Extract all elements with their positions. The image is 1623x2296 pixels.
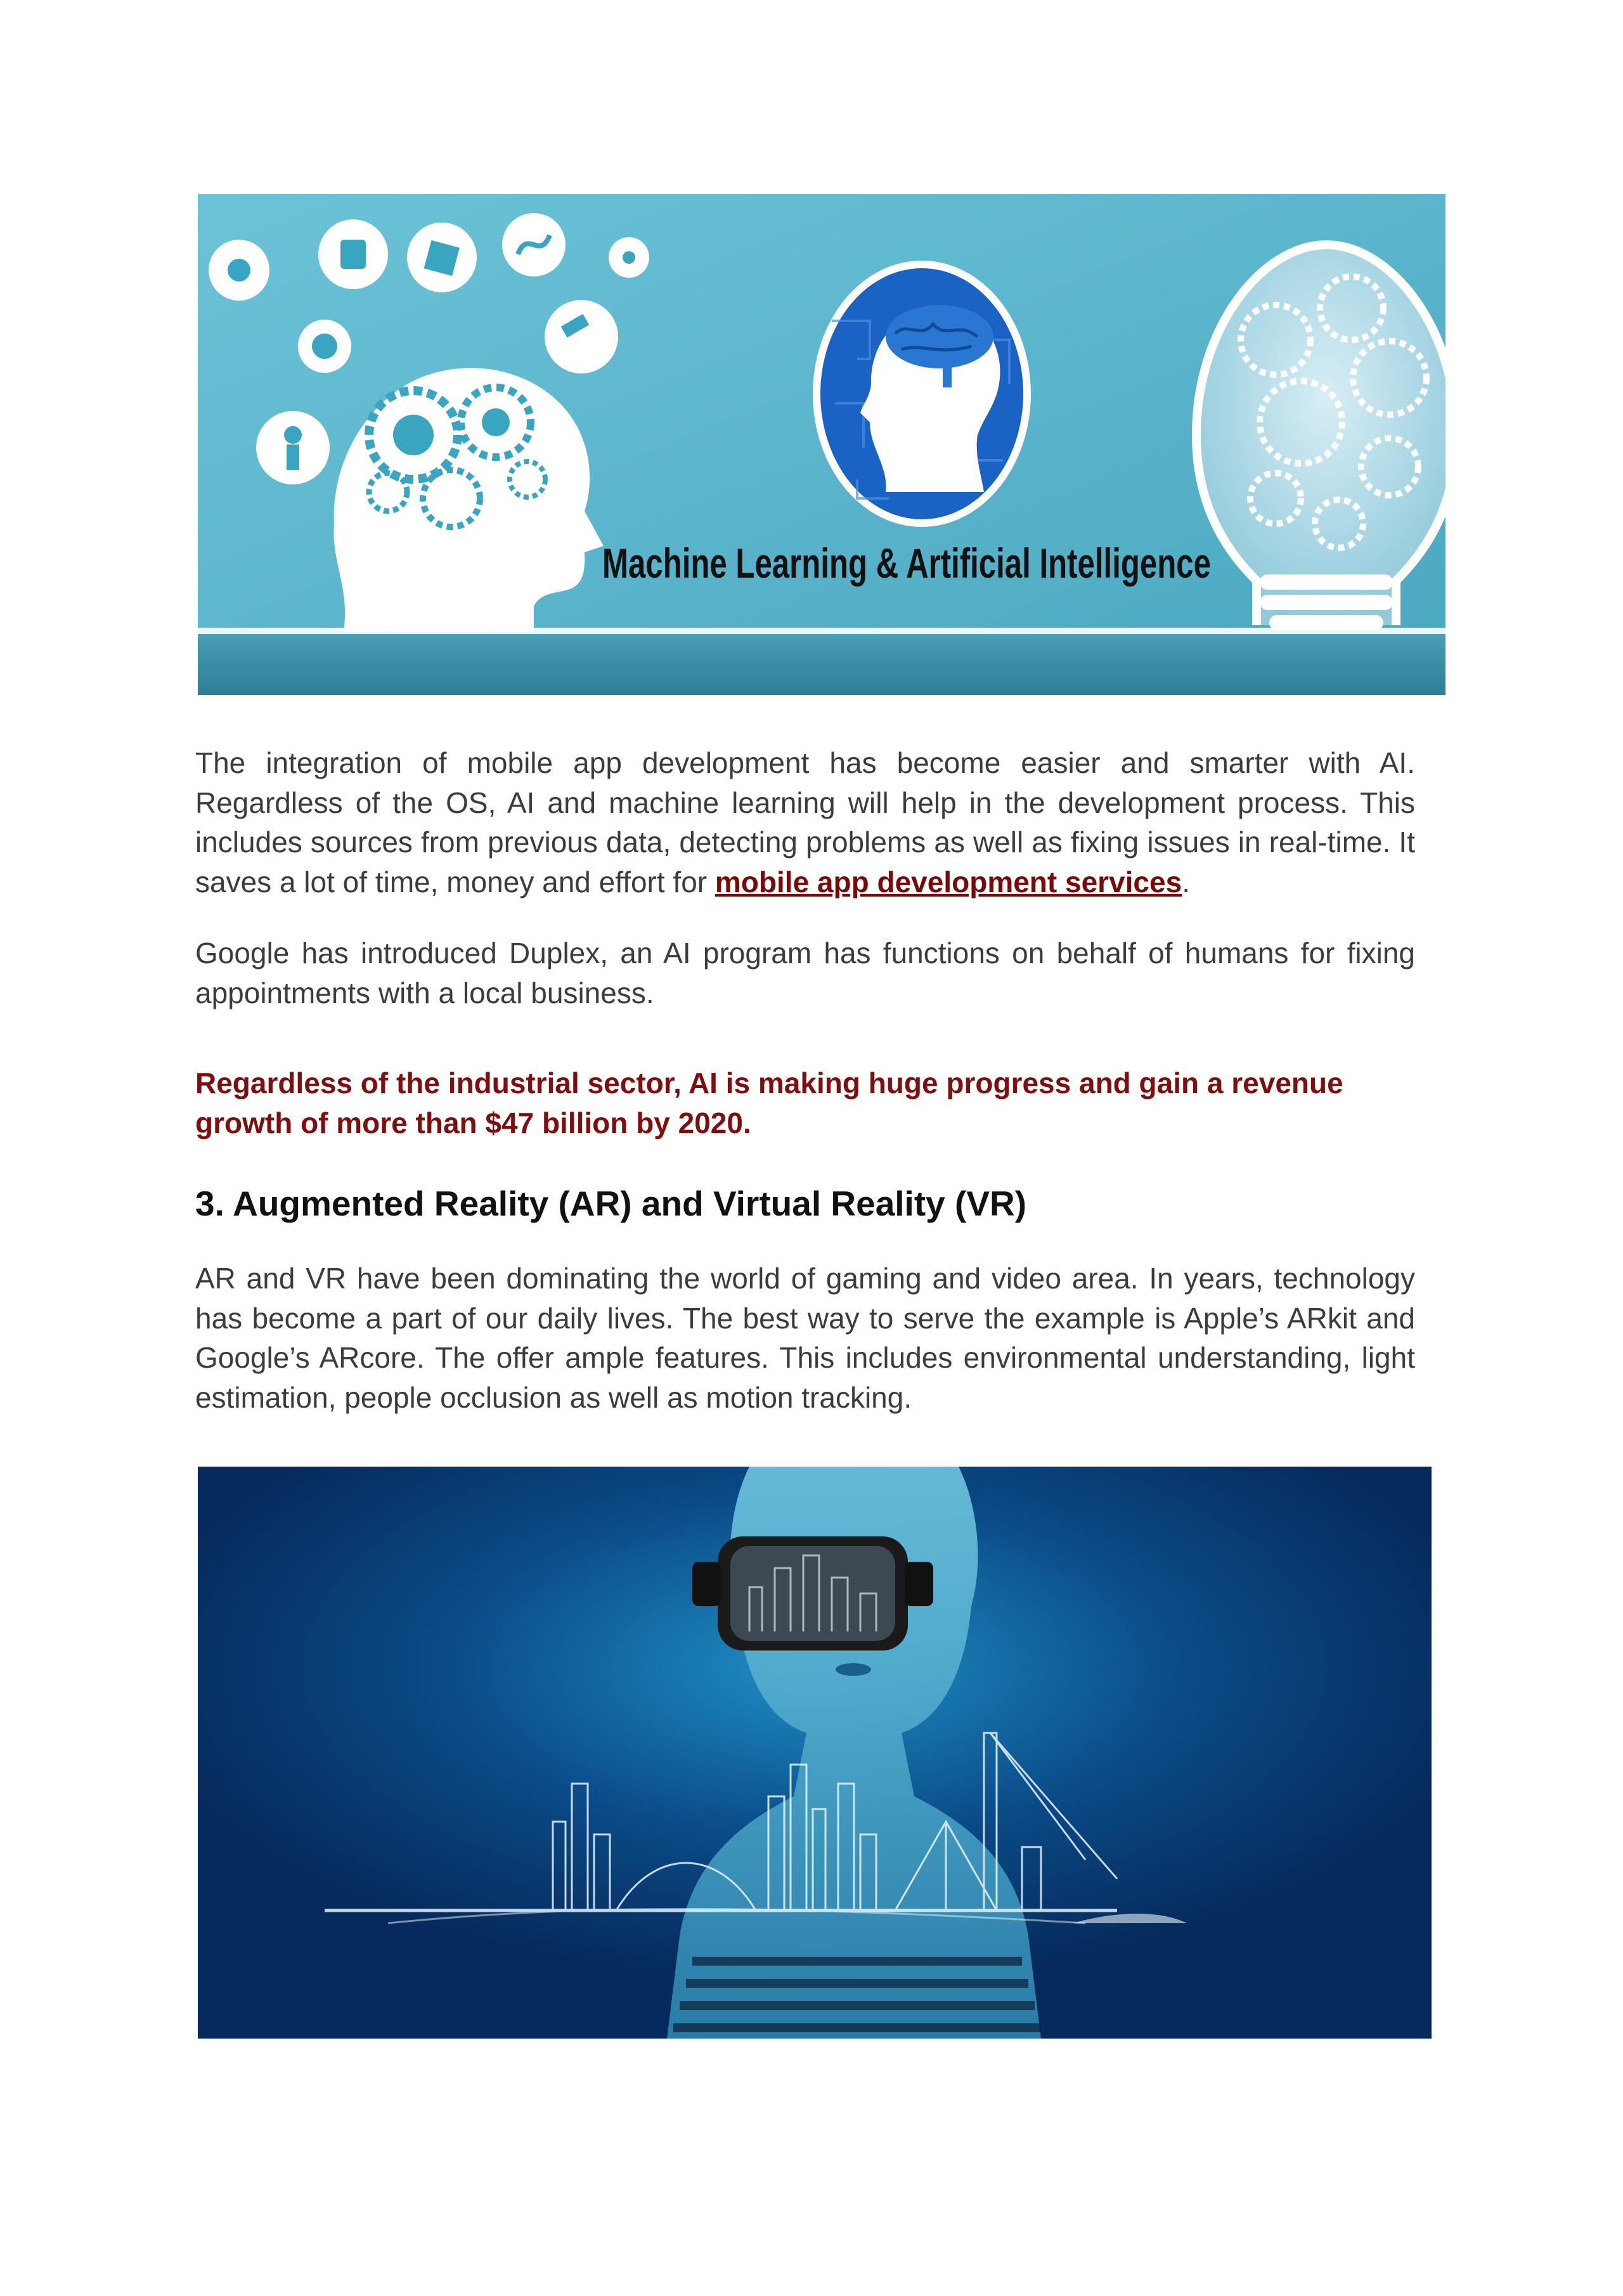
paragraph-ai-integration [195, 743, 1415, 902]
paragraph-text: The integration of mobile app development has become easier and smarter with AI. Regardless of the OS, AI and machine learning will help in the development process. This includes sources from previous data, detecting problems as well as fixing issues in real-time. It saves a lot of time, money and effort for [195, 746, 1415, 898]
banner-title: Machine Learning & Artificial Intelligence [602, 540, 1211, 587]
brain-head-icon [813, 261, 1031, 527]
paragraph-end: . [1182, 865, 1190, 898]
section-heading-ar-vr: 3. Augmented Reality (AR) and Virtual Reality (VR) [195, 1184, 1027, 1223]
paragraph-ar-vr: AR and VR have been dominating the world of gaming and video area. In years, technology has become a part of our daily lives. The best way to serve the example is Apple’s ARkit and Google’s ARcore. The offer ample features. This includes environmental understanding, light estimation, people occlusion as well as motion tracking. [195, 1262, 1415, 1414]
vr-headset-icon [692, 1536, 933, 1651]
ml-ai-banner-image [198, 194, 1445, 695]
vr-headset-image [198, 1467, 1432, 2039]
paragraph-google-duplex: Google has introduced Duplex, an AI program has functions on behalf of humans for fixing appointments with a local business. [195, 937, 1415, 1009]
mobile-app-development-services-link[interactable]: mobile app development services [715, 865, 1182, 898]
highlight-revenue-statement: Regardless of the industrial sector, AI is making huge progress and gain a revenue growth of more than $47 billion by 2020. [195, 1067, 1343, 1139]
